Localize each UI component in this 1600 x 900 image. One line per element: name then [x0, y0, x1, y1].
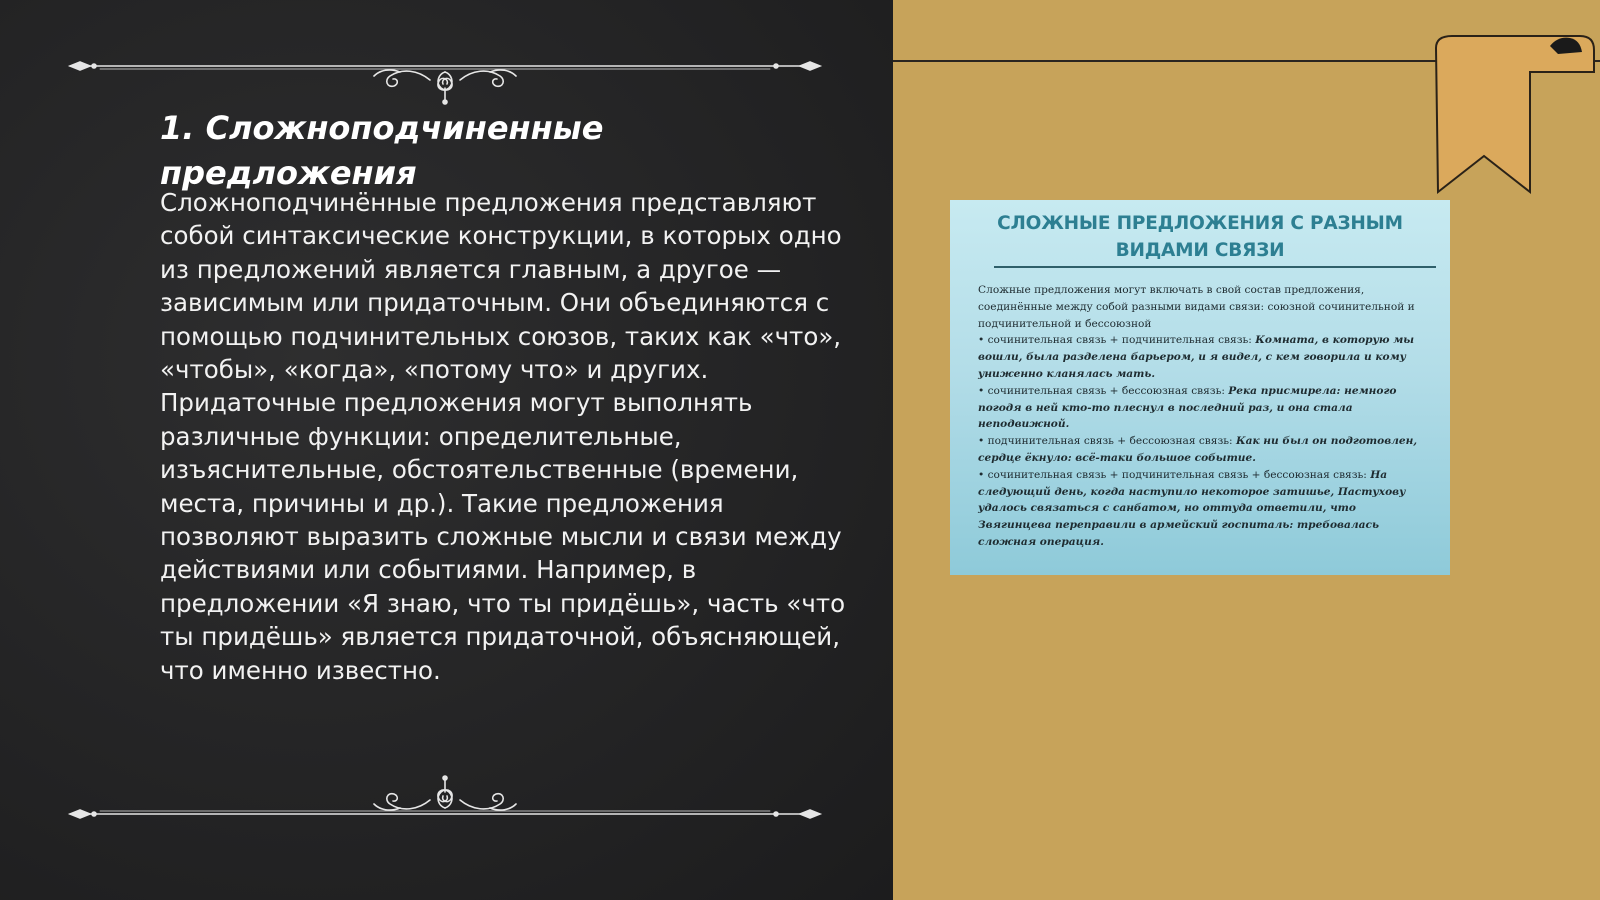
image-card-divider [994, 266, 1436, 268]
list-item-example: На следующий день, когда наступило некоторое затишье, Пастухову удалось связаться с санбатом, но оттуда ответили, что Звягинцева переправили в армейский госпиталь: требовалась сложная операция. [978, 468, 1406, 548]
list-item [978, 383, 1430, 433]
list-item-example: Река присмирела: немного погодя в ней кто-то плеснул в последний раз, и она стала неподвижной. [978, 384, 1397, 431]
slide-title: 1. Сложноподчиненные предложения [160, 109, 604, 192]
slide-body-text: Сложноподчинённые предложения представляют собой синтаксические конструкции, в которых одно из предложений является главным, а другое — зависимым или придаточным. Они объединяются с помощью подчинительных союзов, таких как «что», «чтобы», «когда», «потому что» и других. Придаточные предложения могут выполнять различные функции: определительные, изъяснительные, обстоятельственные (времени, места, причины и др.). Такие предложения позволяют выразить сложные мысли и связи между действиями или событиями. Например, в предложении «Я знаю, что ты придёшь», часть «что ты придёшь» является придаточной, объясняющей, что именно известно. [160, 188, 846, 685]
list-item [978, 467, 1430, 551]
top-flourish-ornament [60, 50, 830, 110]
list-item-example: Комната, в которую мы вошли, была разделена барьером, и я видел, с кем говорила и кому униженно кланялась мать. [978, 334, 1415, 380]
image-card-intro: Сложные предложения могут включать в свой состав предложения, соединённые между собой разными видами связи: союзной сочинительной и подчинительной и бессоюзной [978, 284, 1415, 330]
list-item-label: • сочинительная связь + бессоюзная связь: [978, 384, 1225, 397]
list-item [978, 433, 1430, 467]
list-item-label: • сочинительная связь + подчинительная связь: [978, 334, 1252, 347]
list-item [978, 332, 1430, 382]
embedded-slide-image [950, 200, 1450, 575]
bottom-flourish-ornament [60, 770, 830, 830]
bookmark-ribbon-icon [1430, 32, 1600, 202]
list-item-label: • сочинительная связь + подчинительная связь + бессоюзная связь: [978, 468, 1367, 481]
image-card-title: СЛОЖНЫЕ ПРЕДЛОЖЕНИЯ С РАЗНЫМ ВИДАМИ СВЯЗИ [997, 213, 1403, 261]
image-card-text [964, 282, 1436, 551]
list-item-example: Как ни был он подготовлен, сердце ёкнуло: всё-таки большое событие. [978, 435, 1418, 464]
list-item-label: • подчинительная связь + бессоюзная связь: [978, 435, 1233, 448]
